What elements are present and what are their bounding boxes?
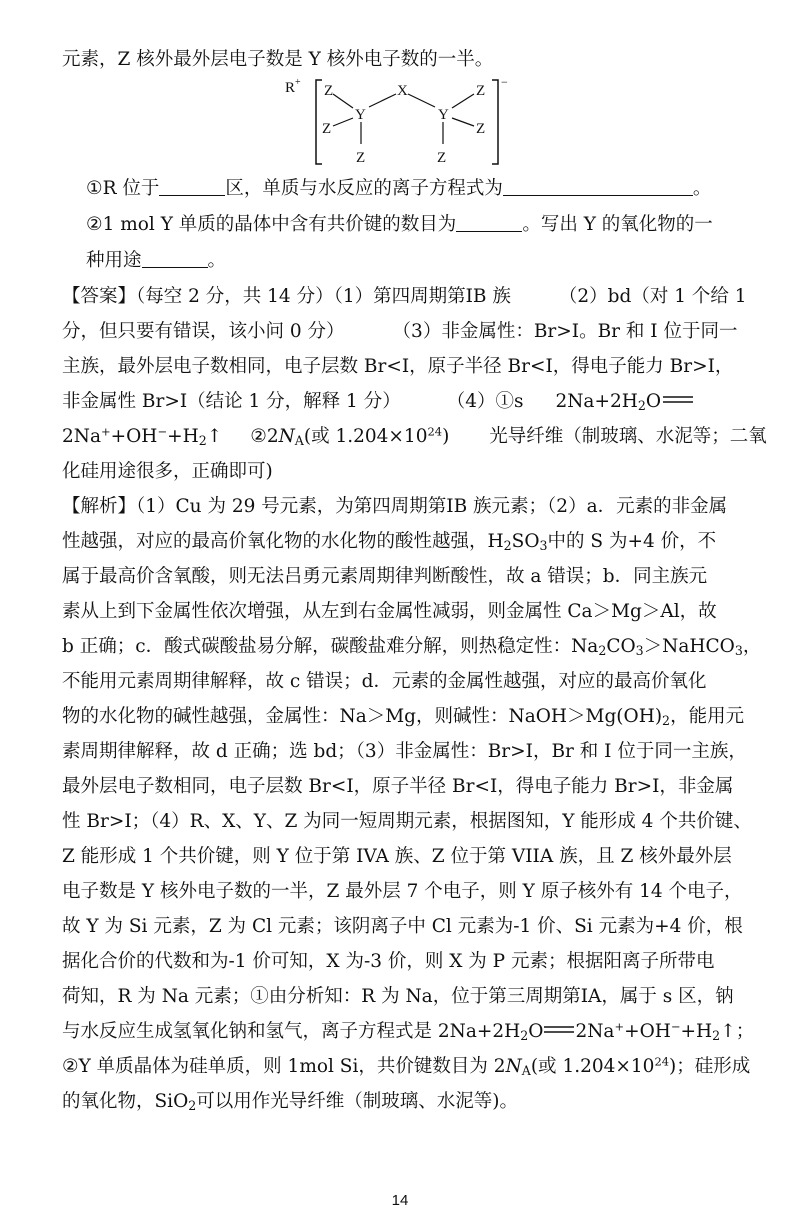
atom-z: Z — [476, 121, 486, 137]
analysis-line-1: 【解析】（1）Cu 为 29 号元素，为第四周期第IB 族元素；（2）a．元素的非金属 — [62, 496, 728, 517]
analysis-line-11: Z 能形成 1 个共价键，则 Y 位于第 IVA 族、Z 位于第 VIIA 族，且 Z 核外最外层 — [62, 846, 732, 867]
cation-charge: + — [295, 77, 301, 88]
analysis-line-9: 最外层电子数相同，电子层数 Br<I，原子半径 Br<I，得电子能力 Br>I，非金属 — [62, 776, 734, 797]
cation-symbol: R — [285, 80, 296, 96]
analysis-line-12: 电子数是 Y 核外电子数的一半，Z 最外层 7 个电子，则 Y 原子核外有 14 个电子， — [62, 881, 743, 902]
answer-line-5: $2Na^++OH^-+H_2↑$ $②2N_A$(或 $1.204\times 10^{24}$) 光导纤维（制玻璃、水泥等；二氧 — [62, 424, 767, 449]
anion-charge: − — [501, 76, 508, 89]
question-2-cont — [86, 248, 226, 274]
analysis-line-3: 属于最高价含氧酸，则无法吕勇元素周期律判断酸性，故 a 错误；b．同主族元 — [62, 566, 708, 587]
atom-z: Z — [322, 121, 332, 137]
answer-line-2: 分，但只要有错误，该小问 0 分） （3）非金属性：Br>I。Br 和 I 位于同一 — [62, 321, 738, 342]
q2-text: 。写出 Y 的氧化物的一 — [522, 214, 713, 235]
equals-sign — [544, 1025, 574, 1035]
atom-z: Z — [356, 150, 366, 166]
answer-blank[interactable] — [503, 179, 693, 196]
answer-line-4: 非金属性 Br>I（结论 1 分，解释 1 分） （4）①s $2Na+2H_2O$ — [62, 389, 693, 415]
analysis-line-6: 不能用元素周期律解释，故 c 错误；d．元素的金属性越强，对应的最高价氧化 — [62, 671, 707, 692]
analysis-line-14: 据化合价的代数和为-1 价可知，X 为-3 价，则 X 为 P 元素；根据阳离子所带电 — [62, 951, 715, 972]
analysis-line-4: 素从上到下金属性依次增强，从左到右金属性减弱，则金属性 Ca＞Mg＞Al，故 — [62, 601, 717, 622]
answer-blank[interactable] — [456, 215, 522, 232]
ionic-structure-diagram — [280, 76, 510, 176]
atom-z: Z — [437, 150, 447, 166]
analysis-line-17: ②Y 单质晶体为硅单质，则 1mol Si，共价键数目为 $2N_A$(或 $1.204\times 10^{24}$)；硅形成 — [62, 1054, 751, 1079]
analysis-line-13: 故 Y 为 Si 元素，Z 为 Cl 元素；该阴离子中 Cl 元素为-1 价、Si 元素为+4 价，根 — [62, 916, 743, 937]
atom-z: Z — [476, 83, 486, 99]
analysis-line-15: 荷知，R 为 Na 元素；①由分析知：R 为 Na，位于第三周期第IA，属于 s 区，钠 — [62, 986, 734, 1007]
atom-y-left: Y — [355, 107, 366, 123]
answer-blank[interactable] — [159, 179, 225, 196]
answer-line-1: 【答案】（每空 2 分，共 14 分）（1）第四周期第IB 族 （2）bd（对 1 个给 1 — [62, 286, 747, 307]
q1-text: ①R 位于 — [86, 178, 160, 199]
analysis-line-8: 素周期律解释，故 d 正确；选 bd；（3）非金属性：Br>I，Br 和 I 位于同一主族， — [62, 741, 747, 762]
analysis-line-7: 物的水化物的碱性越强，金属性：Na＞Mg，则碱性：$NaOH>Mg(OH)_2$，能用元 — [62, 706, 745, 729]
q2-text: ②1 mol Y 单质的晶体中含有共价键的数目为 — [86, 214, 457, 235]
answer-line-3: 主族，最外层电子数相同，电子层数 Br<I，原子半径 Br<I，得电子能力 Br>I， — [62, 356, 734, 377]
atom-x: X — [397, 83, 408, 99]
page-number: 14 — [391, 1192, 409, 1209]
answer-blank[interactable] — [142, 251, 208, 268]
q2-text: 。 — [207, 250, 227, 271]
q2-text: 种用途 — [86, 250, 142, 271]
analysis-line-5: b 正确；c．酸式碳酸盐易分解，碳酸盐难分解，则热稳定性：$Na_2CO_3>NaHCO_3$， — [62, 636, 762, 659]
right-bracket — [492, 80, 498, 164]
atom-y-right: Y — [438, 107, 449, 123]
analysis-line-10: 性 Br>I；（4）R、X、Y、Z 为同一短周期元素，根据图知，Y 能形成 4 个共价键、 — [62, 811, 752, 832]
question-1 — [86, 176, 711, 202]
equals-sign — [663, 395, 693, 405]
analysis-line-18: 的氧化物，SiO$_2$可以用作光导纤维（制玻璃、水泥等)。 — [62, 1091, 519, 1114]
q1-text: 区，单质与水反应的离子方程式为 — [225, 178, 503, 199]
intro-line: 元素，Z 核外最外层电子数是 Y 核外电子数的一半。 — [62, 49, 494, 70]
analysis-line-2: 性越强，对应的最高价氧化物的水化物的酸性越强，$H_2SO_3$中的 S 为+4 价，不 — [62, 531, 717, 554]
answer-line-6: 化硅用途很多，正确即可) — [62, 461, 273, 482]
atom-z: Z — [324, 83, 334, 99]
analysis-line-16: 与水反应生成氢氧化钠和氢气，离子方程式是 $2Na+2H_2O$ $2Na^++OH^-+H_2↑$； — [62, 1019, 755, 1044]
question-2 — [86, 212, 713, 238]
q1-text: 。 — [692, 178, 712, 199]
